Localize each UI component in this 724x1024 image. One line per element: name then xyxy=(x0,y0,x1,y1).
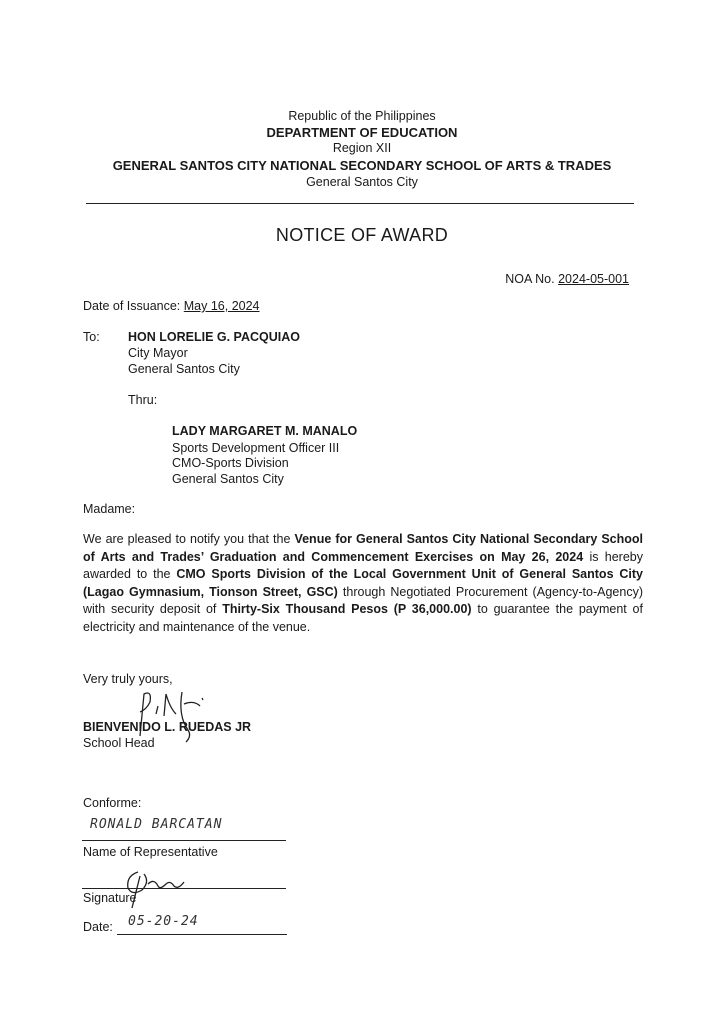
to-label: To: xyxy=(83,330,100,344)
header-region: Region XII xyxy=(332,141,392,155)
body-text-4: to guarantee the payment of electricity and maintenance of the venue. xyxy=(83,602,643,634)
header-city: General Santos City xyxy=(306,175,418,189)
signature-line xyxy=(82,888,286,889)
to-position: City Mayor xyxy=(128,346,188,360)
date-label: Date: xyxy=(83,920,113,934)
representative-line xyxy=(82,840,286,841)
signature-label: Signature xyxy=(83,891,137,905)
conforme-date-handwritten: 05-20-24 xyxy=(128,914,199,929)
signatory-position: School Head xyxy=(83,736,155,750)
date-line xyxy=(117,934,287,935)
thru-city: General Santos City xyxy=(172,472,284,486)
to-name: HON LORELIE G. PACQUIAO xyxy=(128,330,300,344)
body-amount: Thirty-Six Thousand Pesos (P 36,000.00) xyxy=(222,602,472,616)
thru-label: Thru: xyxy=(128,393,158,407)
representative-label: Name of Representative xyxy=(83,845,218,859)
conforme-label: Conforme: xyxy=(83,796,142,810)
body-venue: Venue for General Santos City National Secondary School of Arts and Trades’ Graduation and Commencement Exercises on May 26, 2024 xyxy=(83,532,644,564)
thru-division: CMO-Sports Division xyxy=(172,456,289,470)
signatory-name: BIENVENIDO L. RUEDAS JR xyxy=(83,720,252,734)
closing: Very truly yours, xyxy=(83,672,173,686)
header-republic: Republic of the Philippines xyxy=(288,109,436,123)
noa-number: 2024-05-001 xyxy=(558,272,629,286)
header-divider xyxy=(86,203,634,204)
noa-number-line xyxy=(505,272,629,286)
representative-name-handwritten: RONALD BARCATAN xyxy=(90,817,223,832)
body-paragraph xyxy=(83,531,643,636)
body-text-3: through Negotiated Procurement (Agency-to-Agency) with security deposit of xyxy=(83,584,643,616)
noa-label: NOA No. xyxy=(505,272,555,286)
header-school: GENERAL SANTOS CITY NATIONAL SECONDARY SCHOOL OF ARTS & TRADES xyxy=(112,158,612,173)
to-city: General Santos City xyxy=(128,362,240,376)
issuance-label: Date of Issuance: xyxy=(83,299,181,313)
salutation: Madame: xyxy=(83,502,136,516)
issuance-line xyxy=(83,299,260,313)
body-awardee: CMO Sports Division of the Local Government Unit of General Santos City (Lagao Gymnasium, Tionson Street, GSC) xyxy=(83,567,644,599)
body-text-1: We are pleased to notify you that the xyxy=(83,532,295,546)
thru-name: LADY MARGARET M. MANALO xyxy=(172,424,358,438)
header-department: DEPARTMENT OF EDUCATION xyxy=(266,125,458,140)
body-text-2: is hereby awarded to the xyxy=(83,549,643,581)
thru-position: Sports Development Officer III xyxy=(172,441,340,455)
document-title: NOTICE OF AWARD xyxy=(275,225,449,245)
issuance-date: May 16, 2024 xyxy=(183,299,260,313)
